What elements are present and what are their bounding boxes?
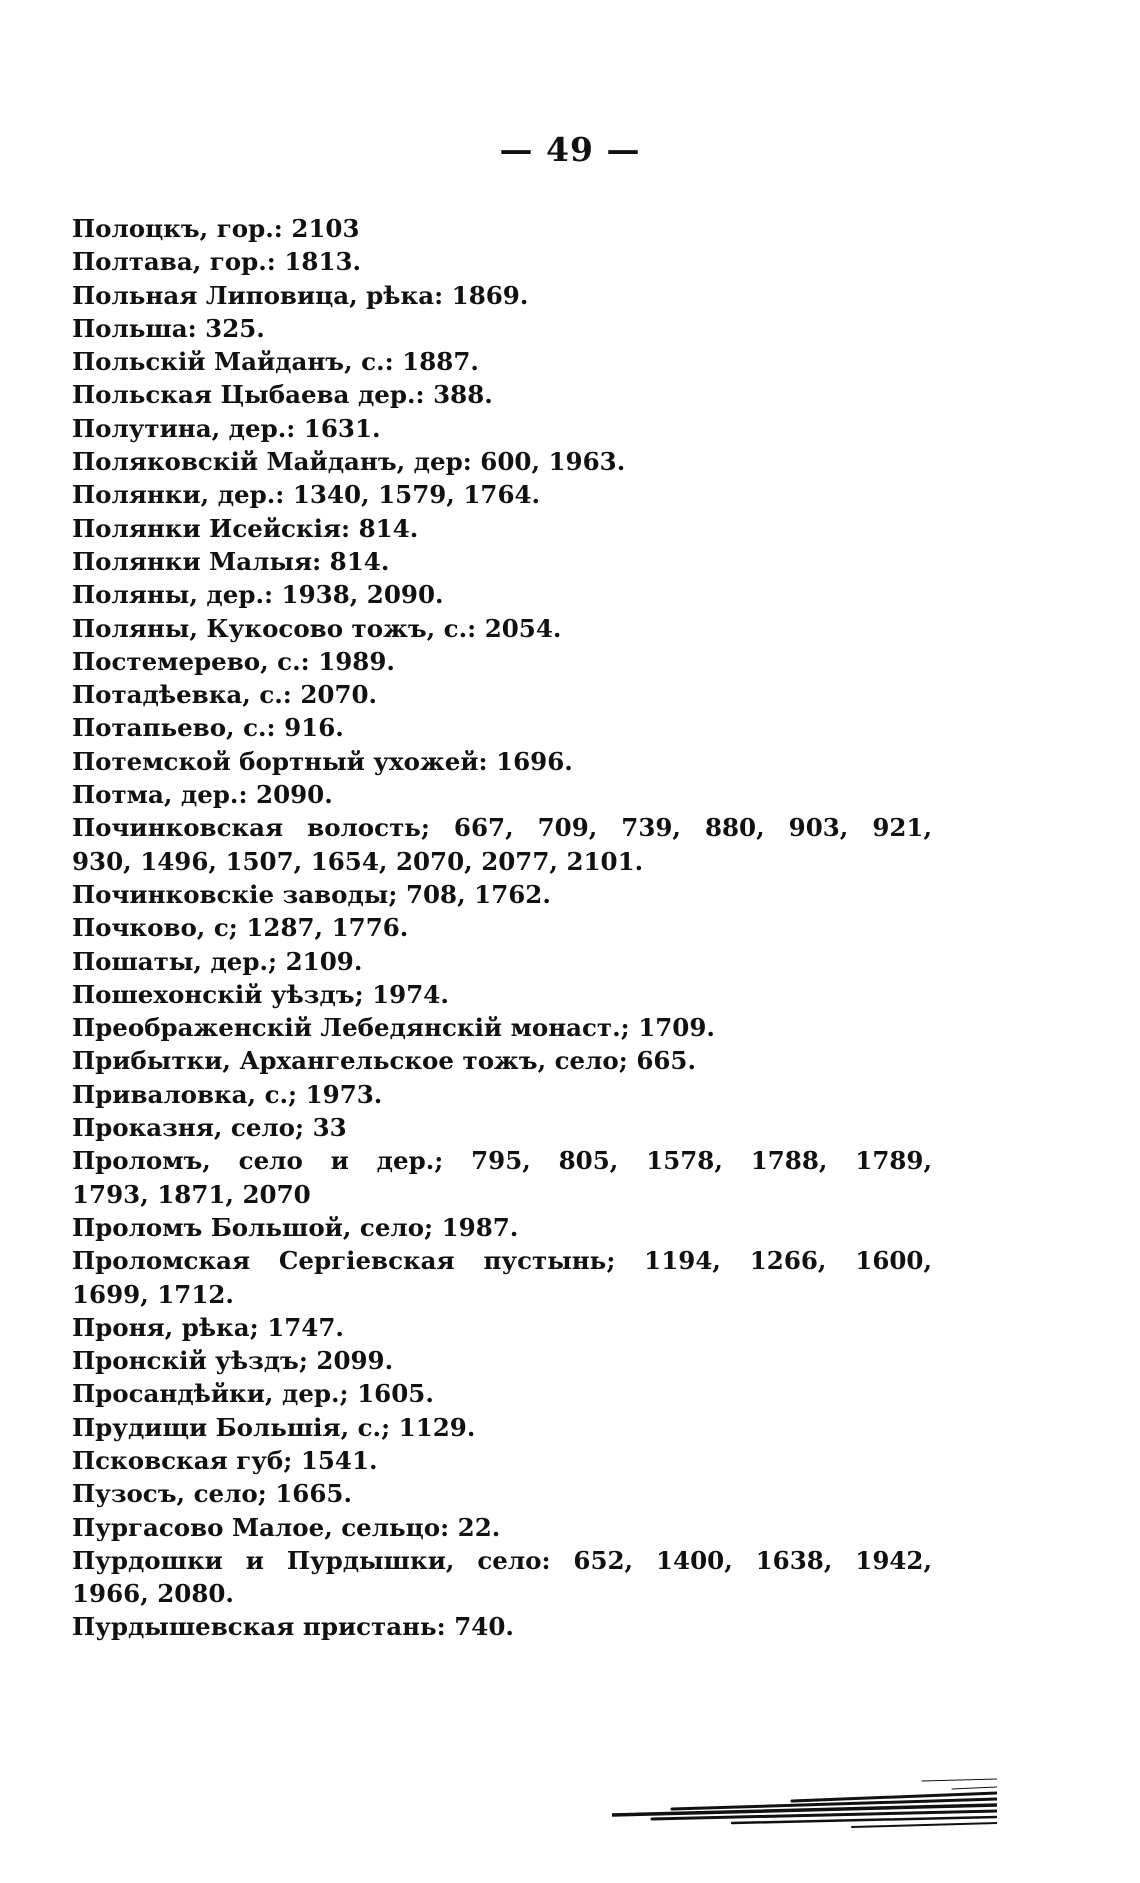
entry-line: Пургасово Малое, сельцо: 22. <box>72 1512 501 1542</box>
index-entry <box>72 345 932 378</box>
index-entry <box>72 1111 932 1144</box>
index-list <box>72 212 932 1644</box>
entry-line: Польша: 325. <box>72 313 265 343</box>
entry-line: Полянки, дер.: 1340, 1579, 1764. <box>72 480 541 510</box>
index-entry <box>72 945 932 978</box>
entry-line: Поляковскій Майданъ, дер: 600, 1963. <box>72 447 626 477</box>
entry-line: Пошаты, дер.; 2109. <box>72 946 363 976</box>
entry-continuation-line: 930, 1496, 1507, 1654, 2070, 2077, 2101. <box>72 846 644 876</box>
entry-line: Поляны, дер.: 1938, 2090. <box>72 580 444 610</box>
entry-line: Пурдошки и Пурдышки, село: 652, 1400, 1638, 1942, <box>72 1545 932 1575</box>
index-entry <box>72 1544 932 1611</box>
entry-line: Почково, с; 1287, 1776. <box>72 913 409 943</box>
entry-line: Полянки Исейскія: 814. <box>72 513 419 543</box>
entry-line: Прудищи Большія, с.; 1129. <box>72 1412 476 1442</box>
index-entry <box>72 1211 932 1244</box>
index-entry <box>72 1344 932 1377</box>
index-entry <box>72 378 932 411</box>
entry-line: Польная Липовица, рѣка: 1869. <box>72 280 529 310</box>
decorative-rule-lines <box>612 1775 997 1835</box>
index-entry <box>72 312 932 345</box>
entry-line: Поляны, Кукосово тожъ, с.: 2054. <box>72 613 562 643</box>
index-entry <box>72 645 932 678</box>
entry-line: Просандѣйки, дер.; 1605. <box>72 1379 434 1409</box>
entry-line: Псковская губ; 1541. <box>72 1445 378 1475</box>
index-entry <box>72 578 932 611</box>
index-entry <box>72 1078 932 1111</box>
entry-line: Пузосъ, село; 1665. <box>72 1479 352 1509</box>
index-entry <box>72 1511 932 1544</box>
entry-line: Полоцкъ, гор.: 2103 <box>72 214 360 243</box>
entry-continuation-line: 1699, 1712. <box>72 1279 234 1309</box>
index-entry <box>72 245 932 278</box>
entry-line: Починковская волость; 667, 709, 739, 880, 903, 921, <box>72 813 932 843</box>
entry-line: Полтава, гор.: 1813. <box>72 247 362 277</box>
index-entry <box>72 1377 932 1410</box>
index-entry <box>72 911 932 944</box>
index-entry <box>72 512 932 545</box>
entry-line: Проломъ Большой, село; 1987. <box>72 1212 519 1242</box>
index-entry <box>72 678 932 711</box>
entry-line: Проломская Сергіевская пустынь; 1194, 1266, 1600, <box>72 1246 932 1276</box>
entry-line: Приваловка, с.; 1973. <box>72 1079 383 1109</box>
entry-line: Преображенскій Лебедянскій монаст.; 1709. <box>72 1013 715 1043</box>
index-entry <box>72 1244 932 1311</box>
entry-line: Полянки Малыя: 814. <box>72 546 390 576</box>
index-entry <box>72 1011 932 1044</box>
page-number: — 49 — <box>499 130 641 169</box>
entry-line: Проня, рѣка; 1747. <box>72 1312 344 1342</box>
entry-line: Потадѣевка, с.: 2070. <box>72 680 378 710</box>
index-entry <box>72 1311 932 1344</box>
index-entry <box>72 878 932 911</box>
entry-line: Польскій Майданъ, с.: 1887. <box>72 347 479 377</box>
index-entry <box>72 212 932 245</box>
entry-line: Прибытки, Архангельское тожъ, село; 665. <box>72 1046 696 1076</box>
entry-line: Полутина, дер.: 1631. <box>72 413 381 443</box>
index-entry <box>72 745 932 778</box>
entry-line: Пошехонскій уѣздъ; 1974. <box>72 979 449 1009</box>
index-entry <box>72 711 932 744</box>
entry-line: Починковскіе заводы; 708, 1762. <box>72 879 551 909</box>
entry-line: Пронскій уѣздъ; 2099. <box>72 1346 394 1376</box>
index-entry <box>72 478 932 511</box>
index-entry <box>72 412 932 445</box>
index-entry <box>72 445 932 478</box>
index-entry <box>72 1610 932 1643</box>
entry-line: Потапьево, с.: 916. <box>72 713 344 743</box>
entry-continuation-line: 1966, 2080. <box>72 1579 234 1609</box>
entry-line: Постемерево, с.: 1989. <box>72 646 395 676</box>
index-entry <box>72 778 932 811</box>
entry-line: Проказня, село; 33 <box>72 1113 347 1143</box>
entry-line: Потма, дер.: 2090. <box>72 780 333 810</box>
index-entry <box>72 1411 932 1444</box>
index-entry <box>72 1444 932 1477</box>
index-entry <box>72 545 932 578</box>
entry-line: Пурдышевская пристань: 740. <box>72 1612 514 1642</box>
entry-line: Проломъ, село и дер.; 795, 805, 1578, 1788, 1789, <box>72 1146 932 1176</box>
entry-line: Потемской бортный ухожей: 1696. <box>72 746 573 776</box>
entry-continuation-line: 1793, 1871, 2070 <box>72 1179 311 1209</box>
index-entry <box>72 612 932 645</box>
index-entry <box>72 1044 932 1077</box>
index-entry <box>72 1477 932 1510</box>
entry-line: Польская Цыбаева дер.: 388. <box>72 380 493 410</box>
index-entry <box>72 1144 932 1211</box>
index-entry <box>72 811 932 878</box>
index-entry <box>72 978 932 1011</box>
index-entry <box>72 279 932 312</box>
